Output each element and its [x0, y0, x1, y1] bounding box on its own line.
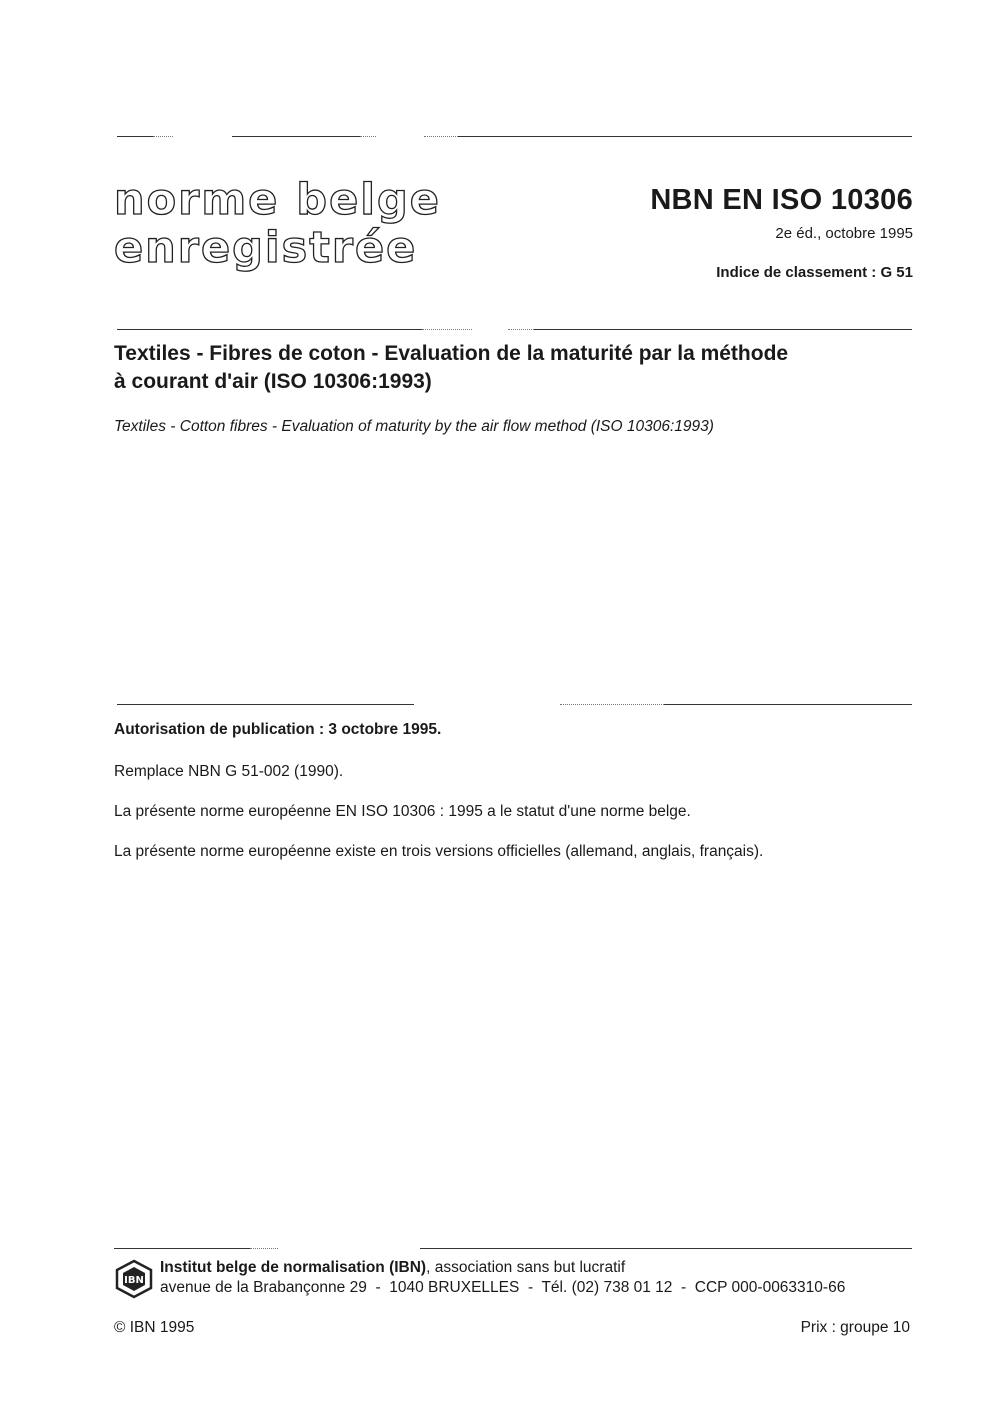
pub-rule-dots — [560, 704, 664, 705]
institute-suffix: , association sans but lucratif — [426, 1259, 626, 1276]
title-english: Textiles - Cotton fibres - Evaluation of maturity by the air flow method (ISO 10306:1993) — [114, 418, 714, 435]
top-rule-2 — [232, 136, 360, 137]
classification: Indice de classement : G 51 — [716, 264, 913, 281]
title-rule-dots-1 — [422, 329, 472, 330]
address-line: avenue de la Brabançonne 29 - 1040 BRUXELLES - Tél. (02) 738 01 12 - CCP 000-0063310-66 — [160, 1279, 846, 1296]
standard-code: NBN EN ISO 10306 — [650, 184, 913, 216]
top-rule-1 — [117, 136, 153, 137]
copyright: © IBN 1995 — [114, 1319, 195, 1336]
series-title-line2: enregistrée — [114, 223, 418, 273]
logo-text: IBN — [124, 1275, 144, 1286]
title-rule-2 — [534, 329, 912, 330]
footer-rule-dots — [250, 1248, 278, 1249]
ibn-logo — [114, 1259, 154, 1304]
versions-line: La présente norme européenne existe en trois versions officielles (allemand, anglais, français). — [114, 843, 764, 860]
price: Prix : groupe 10 — [800, 1319, 910, 1336]
top-rule-dots-1 — [153, 136, 173, 137]
top-rule-3 — [458, 136, 912, 137]
footer-rule-2 — [420, 1248, 912, 1249]
top-rule-dots-3 — [424, 136, 458, 137]
title-french-line1: Textiles - Fibres de coton - Evaluation de la maturité par la méthode — [114, 342, 789, 365]
publication-authorization: Autorisation de publication : 3 octobre 1995. — [114, 721, 442, 738]
top-rule-dots-2 — [360, 136, 376, 137]
status-line: La présente norme européenne EN ISO 10306 : 1995 a le statut d'une norme belge. — [114, 803, 691, 820]
replaces-line: Remplace NBN G 51-002 (1990). — [114, 763, 344, 780]
footer-rule-1 — [114, 1248, 250, 1249]
title-rule-1 — [117, 329, 422, 330]
institute-name: Institut belge de normalisation (IBN) — [160, 1259, 427, 1276]
series-title-line1: norme belge — [114, 175, 441, 225]
title-rule-dots-2 — [508, 329, 534, 330]
institute-line — [160, 1259, 625, 1277]
pub-rule-1 — [117, 704, 414, 705]
pub-rule-2 — [664, 704, 912, 705]
edition: 2e éd., octobre 1995 — [775, 225, 913, 242]
title-french-line2: à courant d'air (ISO 10306:1993) — [114, 370, 432, 393]
